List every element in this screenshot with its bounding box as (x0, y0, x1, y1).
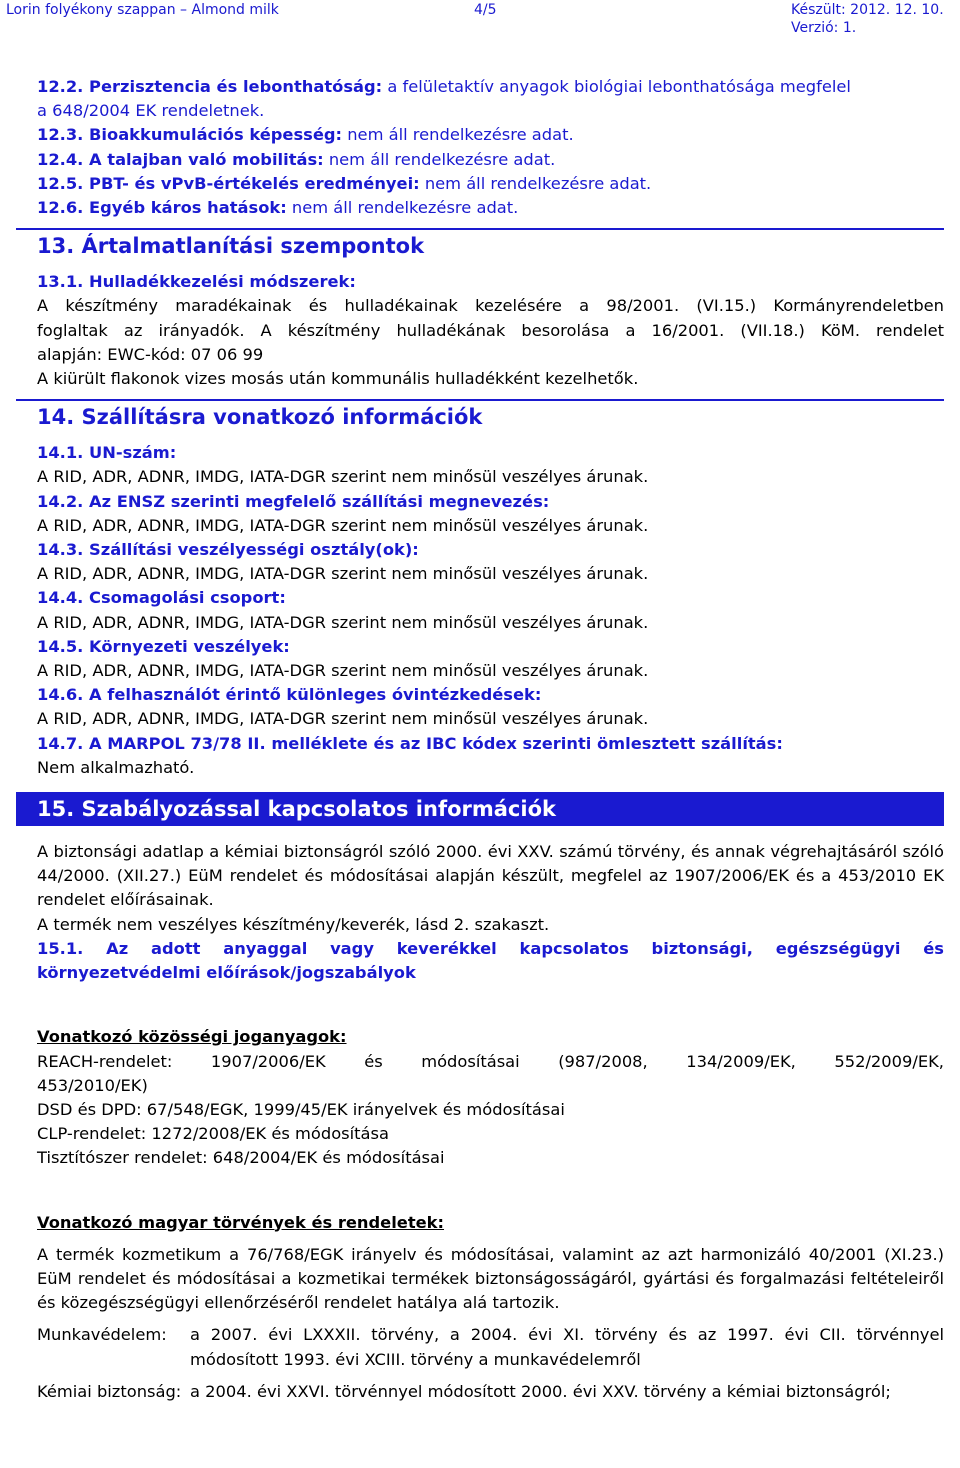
eu-legislation-line: DSD és DPD: 67/548/EGK, 1999/45/EK irányelvek és módosításai (37, 1099, 565, 1119)
item-12-2-label: 12.2. Perzisztencia és lebonthatóság: (37, 77, 383, 96)
page-number: 4/5 (474, 2, 497, 18)
transport-item-label: 14.3. Szállítási veszélyességi osztály(ok): (37, 540, 419, 560)
transport-items (37, 441, 944, 780)
occupational-safety-text: a 2007. évi LXXXII. törvény, a 2004. évi XI. törvény és az 1997. évi CII. törvénnyel módosított 1993. évi XCIII. törvény a munkavédelemről (190, 1325, 944, 1369)
regulatory-note: A termék nem veszélyes készítmény/keverék, lásd 2. szakaszt. (37, 914, 550, 934)
chemical-safety-text: a 2004. évi XXVI. törvénnyel módosított 2000. évi XXV. törvény a kémiai biztonságról; (190, 1381, 891, 1401)
chemical-safety-label: Kémiai biztonság: (37, 1381, 182, 1401)
eu-legislation-line: CLP-rendelet: 1272/2008/EK és módosítása (37, 1124, 389, 1144)
version-label: Verzió: 1. (791, 20, 857, 36)
transport-item-text: A RID, ADR, ADNR, IMDG, IATA-DGR szerint nem minősül veszélyes árunak. (37, 709, 649, 729)
waste-text-line-4: A kiürült flakonok vizes mosás után kommunális hulladékként kezelhetők. (37, 369, 639, 389)
section-13-heading: 13. Ártalmatlanítási szempontok (16, 228, 944, 262)
waste-text-line-1: A készítmény maradékainak és hulladékainak kezelésére a 98/2001. (VI.15.) Kormányrendeletben (37, 296, 944, 316)
transport-item-text: A RID, ADR, ADNR, IMDG, IATA-DGR szerint nem minősül veszélyes árunak. (37, 612, 649, 632)
eu-legislation-line: 453/2010/EK) (37, 1075, 148, 1095)
eu-legislation-heading: Vonatkozó közösségi joganyagok: (37, 1027, 347, 1047)
eu-legislation-line: REACH-rendelet: 1907/2006/EK és módosításai (987/2008, 134/2009/EK, 552/2009/EK, (37, 1051, 944, 1071)
item-12-3-label: 12.3. Bioakkumulációs képesség: (37, 125, 343, 145)
hu-legislation-heading: Vonatkozó magyar törvények és rendeletek: (37, 1212, 445, 1232)
section-14-heading: 14. Szállításra vonatkozó információk (16, 399, 944, 433)
waste-text-line-3: alapján: EWC-kód: 07 06 99 (37, 344, 264, 364)
item-12-4-text: nem áll rendelkezésre adat. (323, 149, 556, 169)
document-body (37, 75, 944, 1404)
transport-item-label: 14.6. A felhasználót érintő különleges óvintézkedések: (37, 685, 542, 705)
occupational-safety-label: Munkavédelem: (37, 1325, 167, 1345)
section-15-heading: 15. Szabályozással kapcsolatos információk (16, 792, 944, 826)
transport-item-label: 14.4. Csomagolási csoport: (37, 588, 286, 608)
page-header (0, 0, 960, 36)
transport-item-text: A RID, ADR, ADNR, IMDG, IATA-DGR szerint nem minősül veszélyes árunak. (37, 661, 649, 681)
regulatory-intro: A biztonsági adatlap a kémiai biztonságról szóló 2000. évi XXV. számú törvény, és annak végrehajtásáról szóló 44/2000. (XII.27.) EüM rendelet és módosításai alapján készült, megfelel az 1907/2006/EK és a 453/2010 EK rendelet előírásainak. (37, 842, 944, 910)
item-12-6-text: nem áll rendelkezésre adat. (286, 198, 519, 218)
subsection-13-1-heading: 13.1. Hulladékkezelési módszerek: (37, 272, 356, 292)
transport-item-text: A RID, ADR, ADNR, IMDG, IATA-DGR szerint nem minősül veszélyes árunak. (37, 564, 649, 584)
item-12-2-text-cont: a 648/2004 EK rendeletnek. (37, 101, 265, 121)
transport-item-label: 14.2. Az ENSZ szerinti megfelelő szállítási megnevezés: (37, 491, 550, 511)
item-12-5-label: 12.5. PBT- és vPvB-értékelés eredményei: (37, 173, 420, 193)
transport-item-text: Nem alkalmazható. (37, 757, 195, 777)
transport-item-label: 14.1. UN-szám: (37, 443, 177, 463)
transport-item-text: A RID, ADR, ADNR, IMDG, IATA-DGR szerint nem minősül veszélyes árunak. (37, 467, 649, 487)
created-date: Készült: 2012. 12. 10. (791, 2, 944, 18)
eu-legislation-line: Tisztítószer rendelet: 648/2004/EK és módosításai (37, 1148, 445, 1168)
item-12-5-text: nem áll rendelkezésre adat. (419, 173, 652, 193)
occupational-safety-row (37, 1323, 944, 1371)
subsection-15-1-heading: 15.1. Az adott anyaggal vagy keverékkel kapcsolatos biztonsági, egészségügyi és környezetvédelmi előírások/jogszabályok (37, 938, 944, 983)
section-12-items (37, 75, 944, 220)
document-title: Lorin folyékony szappan – Almond milk (6, 2, 279, 18)
hu-legislation-paragraph: A termék kozmetikum a 76/768/EGK irányelv és módosításai, valamint az azt harmonizáló 40/2001 (XI.23.) EüM rendelet és módosításai a kozmetikai termékek biztonságosságáról, gyártási és forgalmazási feltételeiről és közegészségügyi ellenőrzéséről rendelet hatálya alá tartozik. (37, 1244, 944, 1313)
chemical-safety-row (37, 1380, 944, 1404)
item-12-2-text: a felületaktív anyagok biológiai lebonthatósága megfelel (382, 77, 851, 96)
transport-item-label: 14.7. A MARPOL 73/78 II. melléklete és az IBC kódex szerinti ömlesztett szállítás: (37, 733, 783, 753)
transport-item-text: A RID, ADR, ADNR, IMDG, IATA-DGR szerint nem minősül veszélyes árunak. (37, 515, 649, 535)
item-12-6-label: 12.6. Egyéb káros hatások: (37, 198, 287, 218)
item-12-4-label: 12.4. A talajban való mobilitás: (37, 149, 324, 169)
waste-text-line-2: foglaltak az irányadók. A készítmény hulladékának besorolása a 16/2001. (VII.18.) KöM. rendelet (37, 320, 944, 340)
transport-item-label: 14.5. Környezeti veszélyek: (37, 636, 290, 656)
item-12-3-text: nem áll rendelkezésre adat. (342, 125, 574, 145)
